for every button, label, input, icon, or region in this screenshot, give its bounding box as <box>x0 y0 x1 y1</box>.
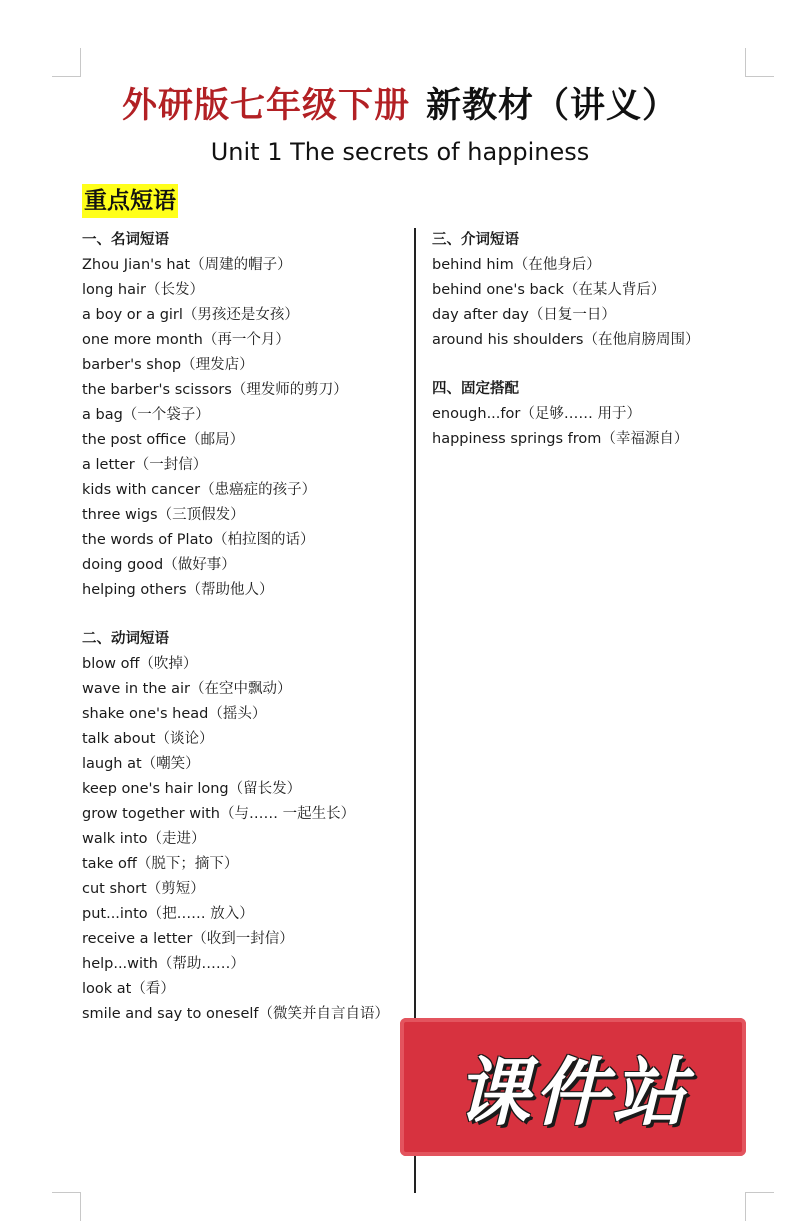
phrase-item: the post office（邮局） <box>82 432 245 448</box>
phrase-item: behind one's back（在某人背后） <box>432 282 666 298</box>
section-title-highlighted: 重点短语 <box>82 184 178 218</box>
phrase-item: wave in the air（在空中飘动） <box>82 681 292 697</box>
phrase-item: a boy or a girl（男孩还是女孩） <box>82 307 299 323</box>
phrase-item: help...with（帮助……） <box>82 956 245 972</box>
watermark-stamp <box>400 1018 746 1156</box>
phrase-item: one more month（再一个月） <box>82 332 290 348</box>
phrase-item: helping others（帮助他人） <box>82 582 274 598</box>
phrase-item: shake one's head（摇头） <box>82 706 267 722</box>
phrase-item: take off（脱下；摘下） <box>82 856 239 872</box>
phrase-item: look at（看） <box>82 981 175 997</box>
page-title <box>0 78 800 128</box>
watermark-text: 课件站 <box>456 1050 690 1136</box>
prep-phrases-heading: 三、介词短语 <box>432 232 519 248</box>
phrase-item: a letter（一封信） <box>82 457 208 473</box>
phrase-item: doing good（做好事） <box>82 557 236 573</box>
page-title-red: 外研版七年级下册 <box>121 85 410 126</box>
page-title-black: 新教材（讲义） <box>426 85 679 126</box>
phrase-item: smile and say to oneself（微笑并自言自语） <box>82 1006 390 1022</box>
crop-mark-top-right <box>745 48 774 77</box>
phrase-item: kids with cancer（患癌症的孩子） <box>82 482 317 498</box>
phrase-item: barber's shop（理发店） <box>82 357 254 373</box>
phrase-item: blow off（吹掉） <box>82 656 198 672</box>
noun-phrases-list <box>82 253 407 603</box>
phrase-item: put...into（把…… 放入） <box>82 906 254 922</box>
left-column <box>82 228 407 1027</box>
phrase-item: the barber's scissors（理发师的剪刀） <box>82 382 348 398</box>
phrase-item: keep one's hair long（留长发） <box>82 781 302 797</box>
phrase-item: a bag（一个袋子） <box>82 407 210 423</box>
phrase-item: laugh at（嘲笑） <box>82 756 200 772</box>
phrase-item: happiness springs from（幸福源自） <box>432 431 689 447</box>
phrase-item: around his shoulders（在他肩膀周围） <box>432 332 700 348</box>
phrase-item: day after day（日复一日） <box>432 307 616 323</box>
phrase-item: three wigs（三顶假发） <box>82 507 245 523</box>
unit-subtitle: Unit 1 The secrets of happiness <box>210 138 590 166</box>
phrase-item: receive a letter（收到一封信） <box>82 931 294 947</box>
phrase-item: behind him（在他身后） <box>432 257 601 273</box>
phrase-item: cut short（剪短） <box>82 881 205 897</box>
spacer <box>82 603 407 627</box>
verb-phrases-list <box>82 652 407 1027</box>
fixed-phrases-list <box>432 402 762 452</box>
phrase-item: enough...for（足够…… 用于） <box>432 406 641 422</box>
phrase-item: talk about（谈论） <box>82 731 214 747</box>
crop-mark-bottom-right <box>745 1192 774 1221</box>
fixed-phrases-heading: 四、固定搭配 <box>432 381 519 397</box>
phrase-item: Zhou Jian's hat（周建的帽子） <box>82 257 292 273</box>
crop-mark-bottom-left <box>52 1192 81 1221</box>
verb-phrases-heading: 二、动词短语 <box>82 631 169 647</box>
noun-phrases-heading: 一、名词短语 <box>82 232 169 248</box>
phrase-item: long hair（长发） <box>82 282 204 298</box>
right-column <box>432 228 762 452</box>
phrase-item: grow together with（与…… 一起生长） <box>82 806 356 822</box>
crop-mark-top-left <box>52 48 81 77</box>
phrase-item: the words of Plato（柏拉图的话） <box>82 532 315 548</box>
prep-phrases-list <box>432 253 762 353</box>
phrase-item: walk into（走进） <box>82 831 206 847</box>
spacer <box>432 353 762 377</box>
